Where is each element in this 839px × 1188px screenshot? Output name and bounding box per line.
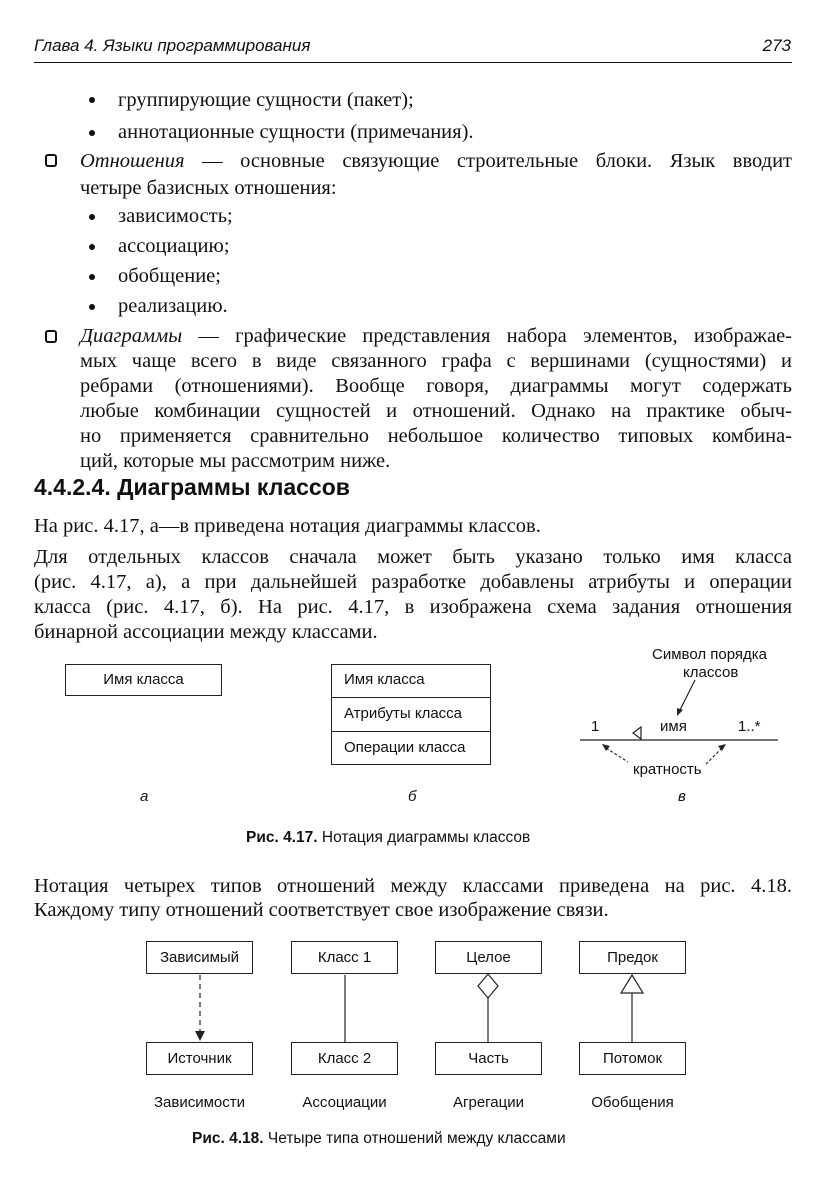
arrowhead-icon (677, 708, 683, 716)
caption-number: Рис. 4.17. (246, 829, 318, 846)
bullet-icon (89, 214, 95, 220)
relation-label: Зависимости (153, 1094, 246, 1111)
diagrams-text: — графические представления набора элементов, изображае- (198, 325, 792, 347)
class-box-label: Класс 1 (317, 949, 372, 966)
subfigure-label-c: в (678, 788, 686, 805)
order-symbol-label-line-1: Символ порядка (652, 646, 768, 663)
compartment-divider (332, 697, 490, 698)
term-diagrams: Диаграммы (80, 325, 183, 347)
paragraph-line: бинарной ассоциации между классами. (34, 621, 378, 643)
subfigure-label-b: б (408, 788, 417, 805)
class-compartments-box (331, 664, 491, 765)
right-multiplicity: 1..* (738, 718, 761, 735)
checkbox-bullet-icon (45, 330, 57, 343)
order-symbol-label-line-2: классов (683, 664, 739, 681)
figure-caption-417 (246, 829, 530, 847)
subfigure-label-a: а (140, 788, 149, 805)
generalization-triangle-icon (621, 975, 643, 993)
page-number: 273 (762, 36, 791, 55)
list-item: ассоциацию; (118, 235, 230, 257)
class-box-label: Зависимый (159, 949, 240, 966)
pointer-line (680, 680, 695, 710)
caption-number: Рис. 4.18. (192, 1130, 264, 1147)
multiplicity-label: кратность (633, 761, 702, 778)
class-box-label: Предок (607, 949, 658, 966)
bullet-icon (89, 304, 95, 310)
order-triangle-icon (633, 727, 641, 739)
running-header: Глава 4. Языки программирования (34, 36, 311, 55)
bullet-icon (89, 97, 95, 103)
class-box-source (146, 1042, 253, 1075)
diagrams-line-4: любые комбинации сущностей и отношений. Однако на практике обыч- (80, 400, 792, 422)
list-item: группирующие сущности (пакет); (118, 89, 414, 111)
class-box-dependent (146, 941, 253, 974)
class-name-label: Имя класса (103, 671, 184, 688)
paragraph-line: Каждому типу отношений соответствует свое изображение связи. (34, 899, 609, 921)
class-box-whole (435, 941, 542, 974)
bullet-icon (89, 244, 95, 250)
header-rule (34, 62, 792, 63)
relations-line-1 (80, 147, 792, 175)
paragraph: На рис. 4.17, а—в приведена нотация диаграммы классов. (34, 515, 541, 537)
aggregation-diamond-icon (478, 974, 498, 998)
diagrams-line-5: но применяется сравнительно небольшое количество типовых комбина- (80, 425, 792, 447)
diagrams-line-3: ребрами (отношениями). Вообще говоря, диаграммы могут содержать (80, 375, 792, 397)
class-name-box (65, 664, 222, 696)
dependency-arrowhead-icon (195, 1031, 205, 1041)
list-item: обобщение; (118, 265, 221, 287)
class-box-label: Часть (468, 1050, 509, 1067)
operations-row: Операции класса (344, 739, 466, 756)
multiplicity-pointer-left (606, 748, 628, 762)
class-box-label: Потомок (602, 1050, 663, 1067)
paragraph-line: (рис. 4.17, а), а при дальнейшей разработке добавлены атрибуты и операции (34, 571, 792, 593)
diagrams-line-1 (80, 322, 792, 350)
class-box-class1 (291, 941, 398, 974)
figure-caption-418 (192, 1130, 566, 1148)
relation-label: Обобщения (591, 1094, 674, 1111)
left-multiplicity: 1 (591, 718, 600, 735)
diagrams-line-6: ций, которые мы рассмотрим ниже. (80, 450, 391, 472)
class-box-label: Класс 2 (317, 1050, 372, 1067)
section-heading: 4.4.2.4. Диаграммы классов (34, 474, 350, 500)
list-item: аннотационные сущности (примечания). (118, 121, 474, 143)
class-box-ancestor (579, 941, 686, 974)
class-box-label: Целое (466, 949, 511, 966)
relations-line-2: четыре базисных отношения: (80, 177, 337, 199)
paragraph-line: класса (рис. 4.17, б). На рис. 4.17, в изображена схема задания отношения (34, 596, 792, 618)
relations-text: — основные связующие строительные блоки. Язык вводит (202, 150, 793, 172)
paragraph-line: Для отдельных классов сначала может быть указано только имя класса (34, 546, 792, 568)
class-box-class2 (291, 1042, 398, 1075)
association-name: имя (660, 718, 687, 735)
multiplicity-pointer-right (706, 748, 722, 764)
bullet-icon (89, 130, 95, 136)
relation-label: Ассоциации (302, 1094, 387, 1111)
attributes-row: Атрибуты класса (344, 705, 463, 722)
list-item: реализацию. (118, 295, 228, 317)
relation-label: Агрегации (453, 1094, 524, 1111)
compartment-divider (332, 731, 490, 732)
caption-text: Нотация диаграммы классов (321, 829, 531, 846)
list-item: зависимость; (118, 205, 233, 227)
bullet-icon (89, 274, 95, 280)
class-box-part (435, 1042, 542, 1075)
class-box-descendant (579, 1042, 686, 1075)
class-name-row: Имя класса (344, 671, 425, 688)
class-box-label: Источник (167, 1050, 232, 1067)
arrowhead-icon (602, 744, 610, 751)
checkbox-bullet-icon (45, 154, 57, 167)
term-relations: Отношения (80, 150, 185, 172)
diagrams-line-2: мых чаще всего в виде связанного графа с вершинами (сущностями) и (80, 350, 792, 372)
caption-text: Четыре типа отношений между классами (267, 1130, 566, 1147)
paragraph-line: Нотация четырех типов отношений между классами приведена на рис. 4.18. (34, 875, 792, 897)
arrowhead-icon (718, 744, 726, 751)
